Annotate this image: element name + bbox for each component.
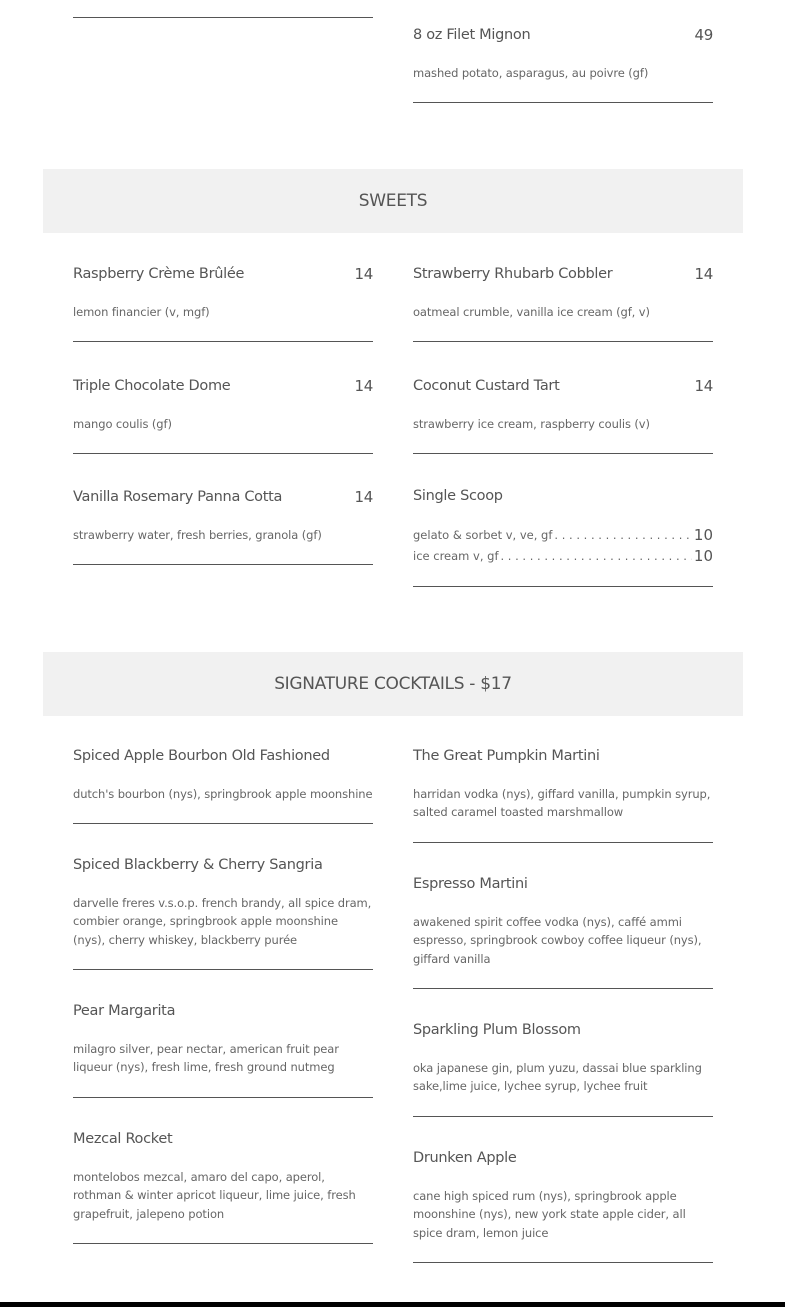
item-name: Spiced Apple Bourbon Old Fashioned bbox=[73, 748, 330, 764]
item-desc: montelobos mezcal, amaro del capo, aperol, rothman & winter apricot liqueur, lime juice, fresh grapefruit, jalepeno potion bbox=[73, 1170, 356, 1221]
item-desc: awakened spirit coffee vodka (nys), caffé ammi espresso, springbrook cowboy coffee liqueur (nys), giffard vanilla bbox=[413, 915, 702, 966]
item-name: Single Scoop bbox=[413, 488, 503, 504]
item-desc: cane high spiced rum (nys), springbrook apple moonshine (nys), new york state apple cider, all spice dram, lemon juice bbox=[413, 1189, 686, 1240]
option-label: ice cream v, gf bbox=[413, 549, 499, 563]
item-desc: mashed potato, asparagus, au poivre (gf) bbox=[413, 66, 649, 80]
dot-leader bbox=[554, 525, 692, 546]
item-desc: strawberry ice cream, raspberry coulis (v) bbox=[413, 417, 650, 431]
bottom-bar bbox=[0, 1302, 785, 1307]
menu-item bbox=[413, 874, 713, 989]
item-desc: harridan vodka (nys), giffard vanilla, pumpkin syrup, salted caramel toasted marshmallow bbox=[413, 787, 711, 820]
item-desc: strawberry water, fresh berries, granola (gf) bbox=[73, 528, 322, 542]
item-name: Drunken Apple bbox=[413, 1150, 517, 1166]
item-desc: darvelle freres v.s.o.p. french brandy, all spice dram, combier orange, springbrook apple moonshine (nys), cherry whiskey, blackberry purée bbox=[73, 896, 372, 947]
menu-item bbox=[73, 1001, 373, 1098]
item-name: Spiced Blackberry & Cherry Sangria bbox=[73, 857, 323, 873]
menu-item bbox=[73, 264, 373, 342]
menu-item bbox=[413, 25, 713, 103]
dot-leader bbox=[501, 546, 692, 567]
menu-item bbox=[413, 264, 713, 342]
scoop-option bbox=[413, 525, 713, 546]
item-desc: oka japanese gin, plum yuzu, dassai blue sparkling sake,lime juice, lychee syrup, lychee fruit bbox=[413, 1061, 702, 1094]
menu-item bbox=[73, 487, 373, 565]
item-price: 49 bbox=[694, 26, 713, 44]
item-price: 14 bbox=[694, 377, 713, 395]
section-header-sweets: SWEETS bbox=[43, 169, 743, 233]
item-name: 8 oz Filet Mignon bbox=[413, 27, 531, 43]
item-desc: mango coulis (gf) bbox=[73, 417, 172, 431]
item-name: Strawberry Rhubarb Cobbler bbox=[413, 266, 613, 282]
item-name: Mezcal Rocket bbox=[73, 1131, 173, 1147]
menu-item-single-scoop bbox=[413, 486, 713, 587]
item-desc: lemon financier (v, mgf) bbox=[73, 305, 210, 319]
item-price: 14 bbox=[694, 265, 713, 283]
menu-item bbox=[73, 1129, 373, 1244]
item-name: Espresso Martini bbox=[413, 876, 528, 892]
menu-item bbox=[413, 376, 713, 454]
item-name: The Great Pumpkin Martini bbox=[413, 748, 600, 764]
item-name: Raspberry Crème Brûlée bbox=[73, 266, 245, 282]
option-price: 10 bbox=[693, 526, 713, 544]
option-price: 10 bbox=[693, 547, 713, 565]
section-header-cocktails: SIGNATURE COCKTAILS - $17 bbox=[43, 652, 743, 716]
item-desc: dutch's bourbon (nys), springbrook apple moonshine bbox=[73, 787, 373, 801]
menu-item bbox=[73, 376, 373, 454]
item-price: 14 bbox=[354, 377, 373, 395]
menu-item bbox=[413, 746, 713, 843]
item-name: Triple Chocolate Dome bbox=[73, 378, 231, 394]
menu-item bbox=[73, 855, 373, 970]
item-desc: milagro silver, pear nectar, american fruit pear liqueur (nys), fresh lime, fresh ground nutmeg bbox=[73, 1042, 339, 1075]
item-name: Pear Margarita bbox=[73, 1003, 176, 1019]
menu-item bbox=[413, 1020, 713, 1117]
item-name: Coconut Custard Tart bbox=[413, 378, 560, 394]
item-price: 14 bbox=[354, 488, 373, 506]
item-price: 14 bbox=[354, 265, 373, 283]
scoop-option bbox=[413, 546, 713, 567]
item-desc: oatmeal crumble, vanilla ice cream (gf, v) bbox=[413, 305, 650, 319]
item-name: Sparkling Plum Blossom bbox=[413, 1022, 581, 1038]
option-label: gelato & sorbet v, ve, gf bbox=[413, 528, 553, 542]
menu-item bbox=[73, 746, 373, 824]
item-name: Vanilla Rosemary Panna Cotta bbox=[73, 489, 283, 505]
divider bbox=[73, 17, 373, 18]
menu-item bbox=[413, 1148, 713, 1263]
